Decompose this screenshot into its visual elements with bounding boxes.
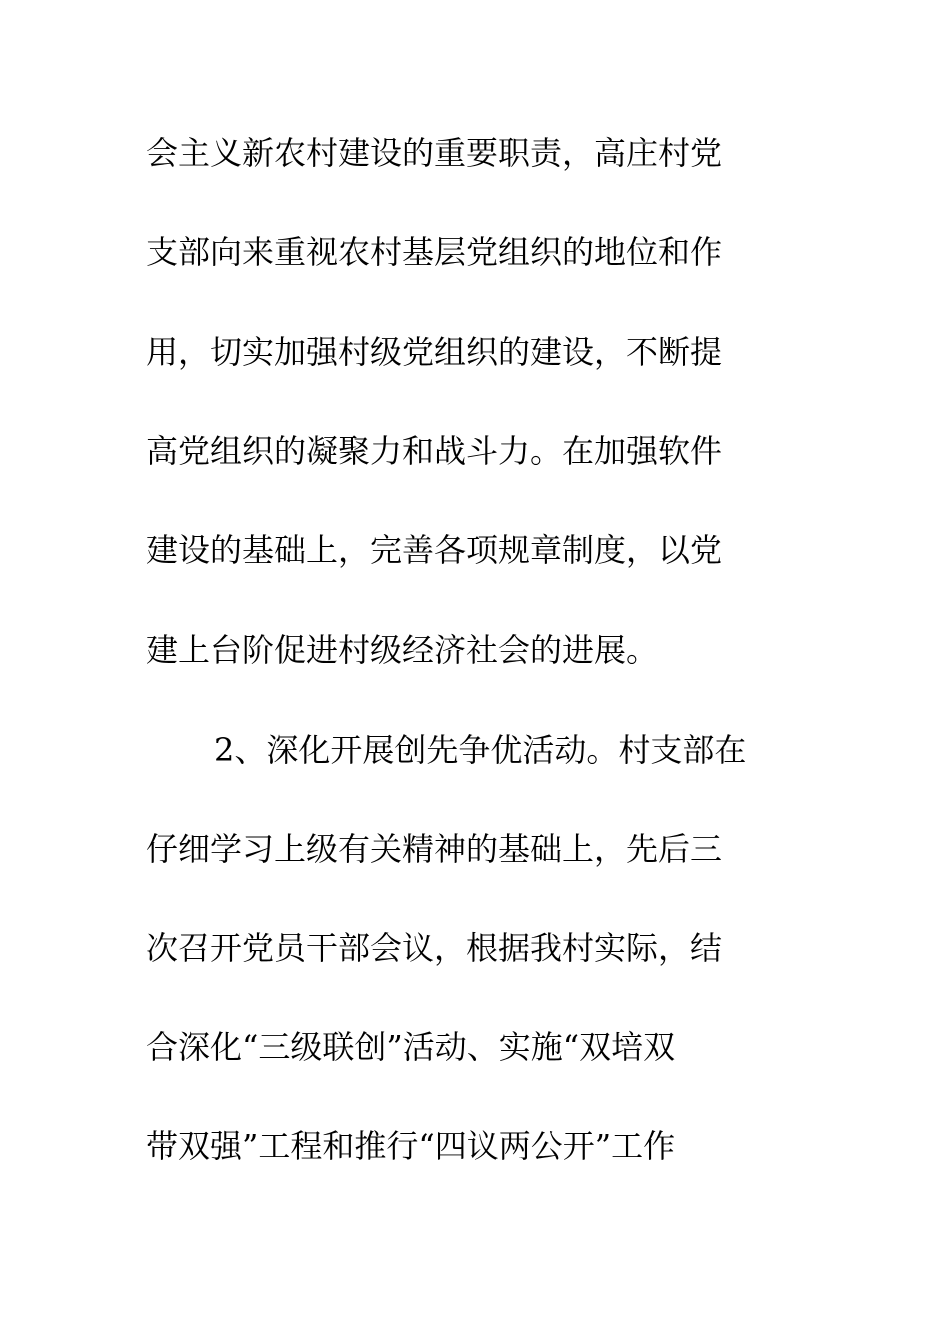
text-line-6: 建上台阶促进村级经济社会的进展。 [146, 631, 659, 669]
text-line-1: 会主义新农村建设的重要职责，高庄村党 [146, 134, 723, 172]
text-line-2: 支部向来重视农村基层党组织的地位和作 [146, 233, 723, 271]
text-line-9: 次召开党员干部会议，根据我村实际，结 [146, 929, 723, 967]
text-line-4: 高党组织的凝聚力和战斗力。在加强软件 [146, 432, 723, 470]
text-line-3: 用，切实加强村级党组织的建设，不断提 [146, 333, 723, 371]
text-line-8: 仔细学习上级有关精神的基础上，先后三 [146, 830, 723, 868]
text-line-5: 建设的基础上，完善各项规章制度，以党 [146, 531, 723, 569]
text-line-10: 合深化“三级联创”活动、实施“双培双 [146, 1028, 676, 1066]
text-line-7-paragraph-start: 2、深化开展创先争优活动。村支部在 [214, 731, 747, 769]
text-line-11: 带双强”工程和推行“四议两公开”工作 [146, 1127, 676, 1165]
